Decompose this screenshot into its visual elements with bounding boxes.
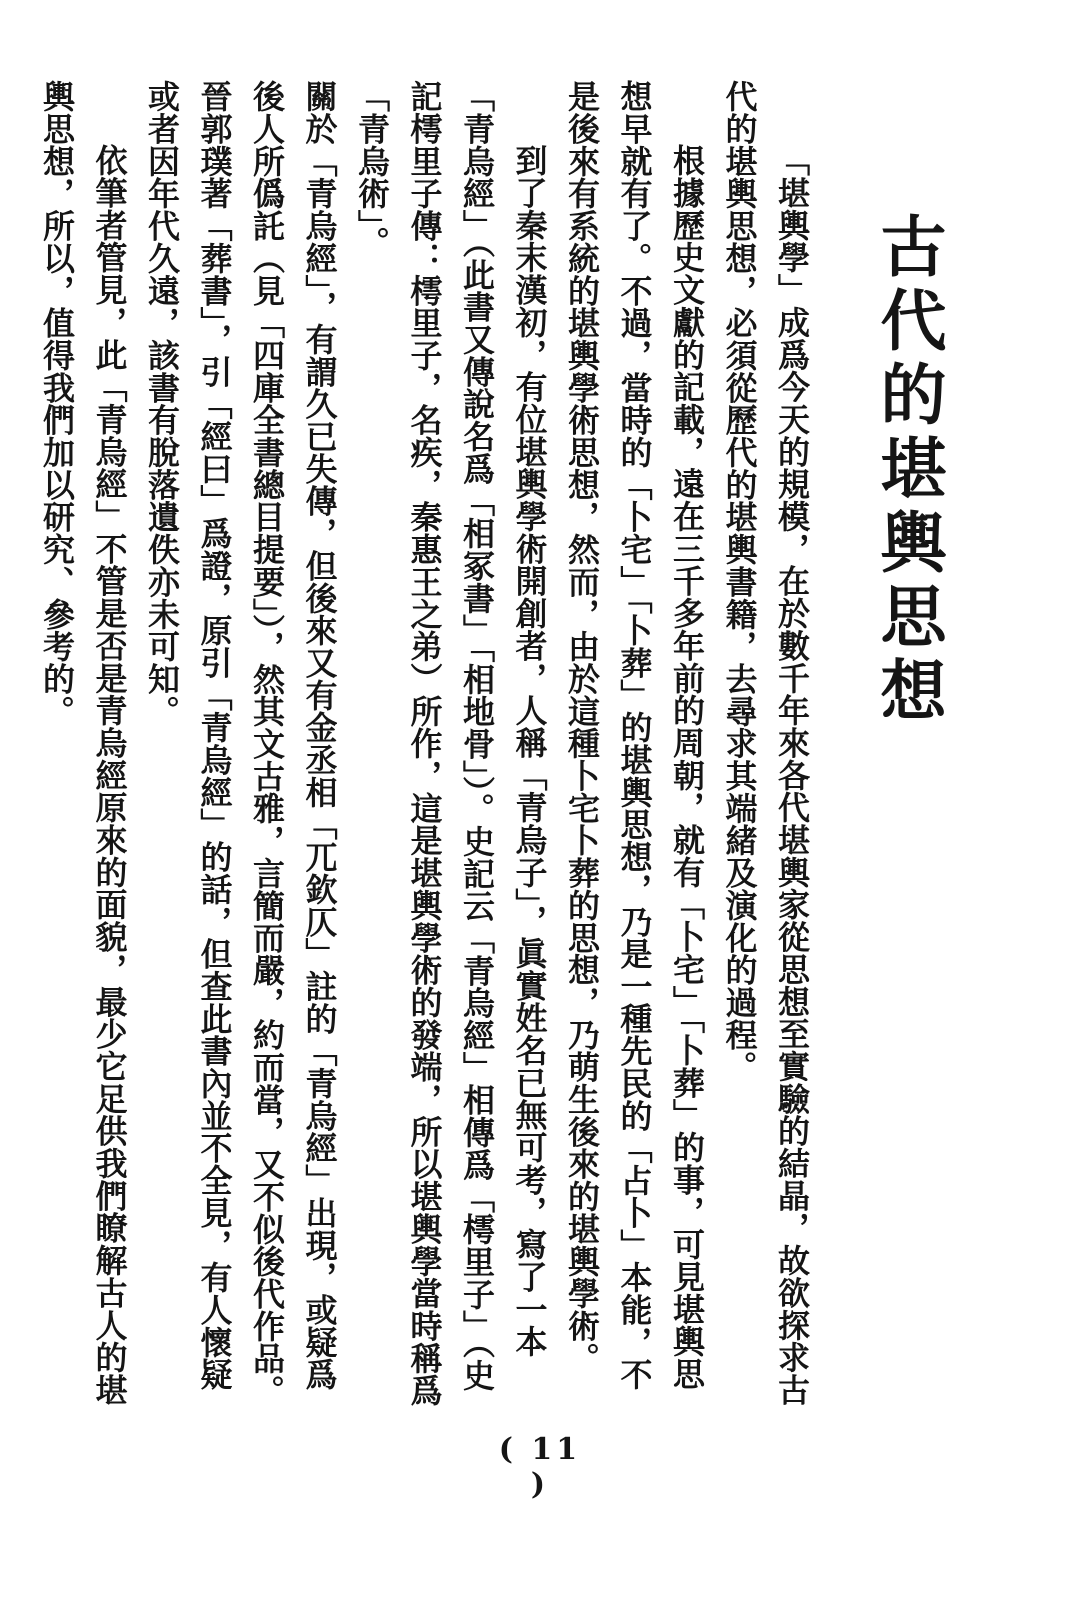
- paragraph-3: 到了秦末漢初，有位堪輿學術開創者，人稱「青烏子」，眞實姓名已無可考，寫了一本「青烏經」（此書又傳說名爲「相冢書」「相地骨」）。史記云「青烏經」相傳爲「樗里子」（史記樗里子傳：樗里子，名疾，秦惠王之弟）所作，這是堪輿學術的發端，所以堪輿學當時稱爲「青烏術」。: [353, 80, 549, 1407]
- paragraph-5: 依筆者管見，此「青烏經」不管是否是青烏經原來的面貌，最少它足供我們瞭解古人的堪輿思想，所以，值得我們加以研究、參考的。: [38, 80, 129, 1406]
- body-text: [31, 80, 819, 1420]
- paragraph-4: 關於「青烏經」，有謂久已失傳，但後來又有金丞相「兀欽仄」註的「青烏經」出現，或疑爲後人所僞託（見「四庫全書總目提要」），然其文古雅，言簡而嚴，約而當，又不似後代作品。晉郭璞著「葬書」，引「經曰」爲證，原引「青烏經」的話，但查此書內並不全見，有人懷疑或者因年代久遠，該書有脫落遺佚亦未可知。: [143, 80, 339, 1407]
- page-number: ( 11 ): [498, 1432, 582, 1502]
- page-title: 古代的堪輿思想: [869, 212, 947, 730]
- paragraph-2: 根據歷史文獻的記載，遠在三千多年前的周朝，就有「卜宅」「卜葬」的事，可見堪輿思想早就有了。不過，當時的「卜宅」「卜葬」的堪輿思想，乃是一種先民的「占卜」本能，不是後來有系統的堪輿學術思想，然而，由於這種卜宅卜葬的思想，乃萌生後來的堪輿學術。: [563, 80, 706, 1391]
- paragraph-1: 「堪輿學」成爲今天的規模，在於數千年來各代堪輿家從思想至實驗的結晶，故欲探求古代的堪輿思想，必須從歷代的堪輿書籍，去尋求其端緒及演化的過程。: [720, 80, 811, 1406]
